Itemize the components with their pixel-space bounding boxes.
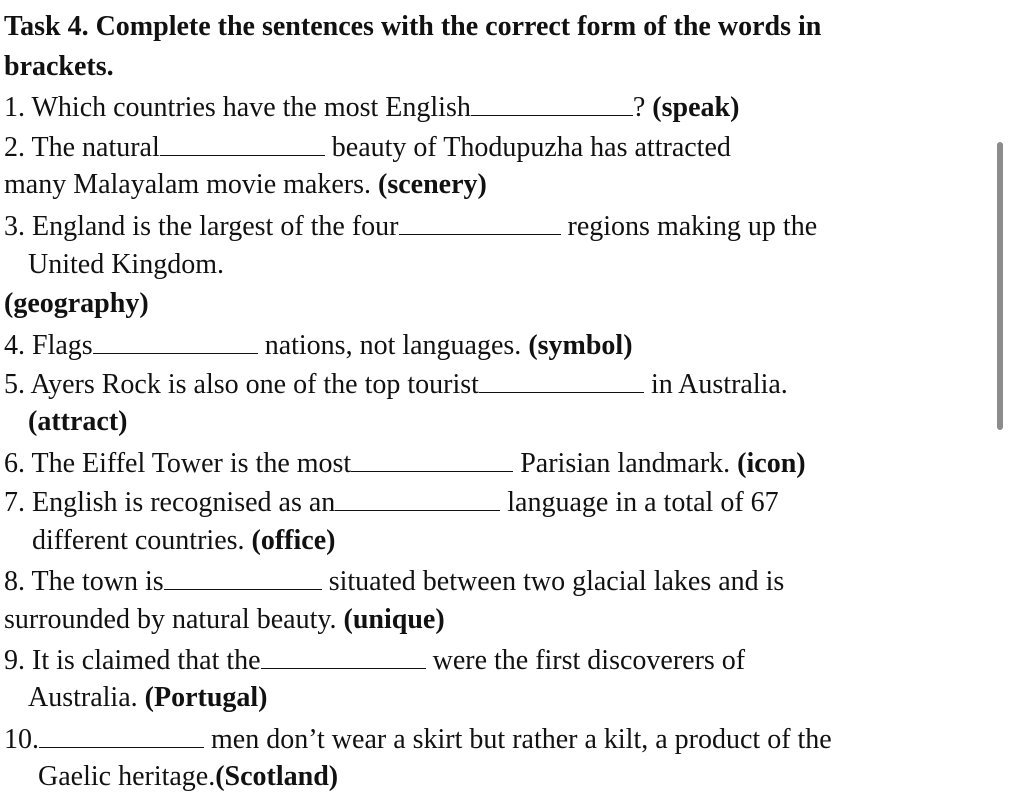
answer-blank-2[interactable] (160, 129, 325, 156)
answer-blank-1[interactable] (471, 89, 633, 116)
answer-blank-6[interactable] (351, 445, 513, 472)
hint-word-6: (icon) (737, 448, 806, 479)
hint-word-8: (unique) (343, 604, 445, 635)
sentence-8: 8. The town is situated between two glacial lakes and is (4, 563, 784, 599)
sentence-10-continued: Gaelic heritage.(Scotland) (38, 761, 339, 792)
answer-blank-10[interactable] (39, 721, 204, 748)
sentence-7-continued: different countries. (office) (32, 525, 336, 556)
sentence-3: 3. England is the largest of the four regions making up the (4, 208, 817, 244)
hint-word-2: (scenery) (378, 169, 487, 200)
sentence-1: 1. Which countries have the most English ? (speak) (4, 89, 739, 125)
sentence-4: 4. Flags nations, not languages. (symbol) (4, 327, 633, 363)
hint-word-7: (office) (251, 525, 336, 556)
answer-blank-4[interactable] (93, 327, 258, 354)
answer-blank-3[interactable] (399, 208, 561, 235)
sentence-6: 6. The Eiffel Tower is the most Parisian landmark. (icon) (4, 445, 806, 481)
sentence-3-hint-line (4, 287, 149, 321)
hint-word-9: (Portugal) (144, 682, 268, 713)
sentence-7: 7. English is recognised as an language in a total of 67 (4, 484, 779, 520)
hint-word-1: (speak) (652, 92, 740, 123)
sentence-2: 2. The natural beauty of Thodupuzha has attracted (4, 129, 731, 165)
sentence-8-continued: surrounded by natural beauty. (unique) (4, 604, 445, 635)
sentence-9-continued: Australia. (Portugal) (28, 682, 268, 713)
hint-word-3: (geography) (4, 288, 149, 319)
sentence-3-continued: United Kingdom. (28, 249, 224, 280)
task-title-line-1: Task 4. Complete the sentences with the correct form of the words in (4, 11, 822, 42)
answer-blank-9[interactable] (261, 642, 426, 669)
task-title-line-2: brackets. (4, 51, 114, 82)
sentence-5: 5. Ayers Rock is also one of the top tourist in Australia. (4, 366, 788, 402)
hint-word-5: (attract) (28, 406, 128, 437)
vertical-scrollbar[interactable] (997, 142, 1003, 430)
sentence-5-hint-line (28, 405, 127, 439)
answer-blank-7[interactable] (335, 484, 500, 511)
sentence-10: 10. men don’t wear a skirt but rather a kilt, a product of the (4, 721, 832, 757)
answer-blank-5[interactable] (479, 366, 644, 393)
sentence-9: 9. It is claimed that the were the first discoverers of (4, 642, 745, 678)
answer-blank-8[interactable] (164, 563, 322, 590)
hint-word-10: (Scotland) (215, 761, 339, 792)
hint-word-4: (symbol) (528, 330, 633, 361)
sentence-2-continued: many Malayalam movie makers. (scenery) (4, 169, 487, 200)
